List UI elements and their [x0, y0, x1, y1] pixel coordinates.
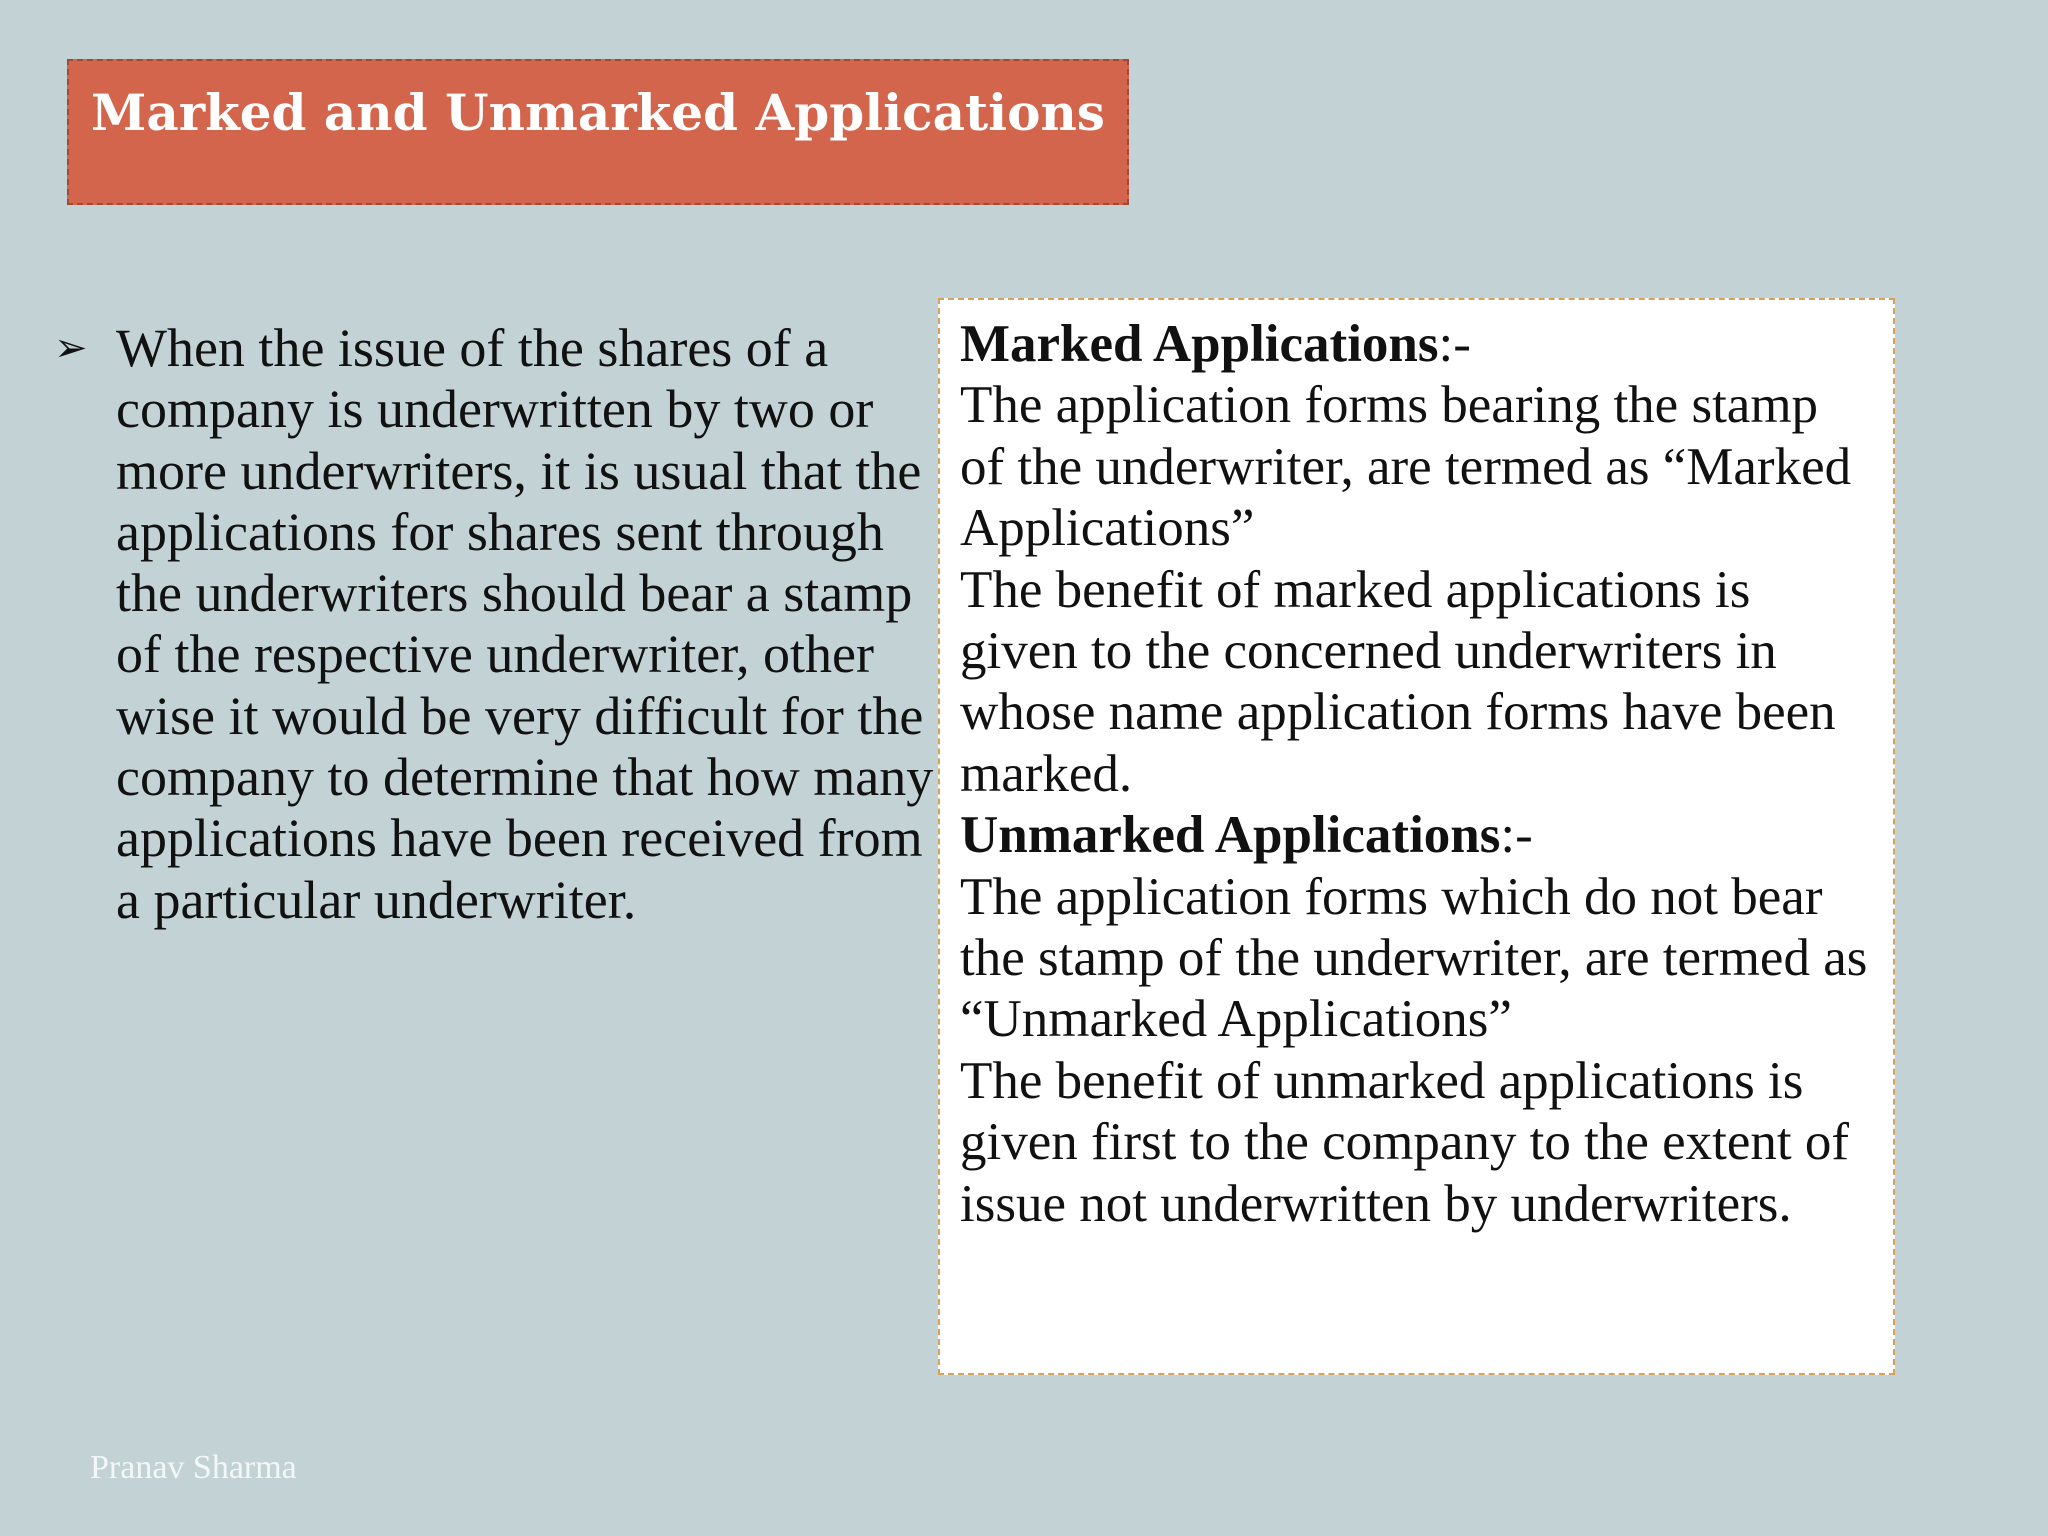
slide-title: Marked and Unmarked Applications [91, 83, 1105, 142]
marked-benefit: The benefit of marked applications is given to the concerned underwriters in whose name application forms have been marked. [960, 560, 1836, 803]
title-banner [67, 59, 1129, 205]
unmarked-definition: The application forms which do not bear the stamp of the underwriter, are termed as “Unmarked Applications” [960, 867, 1868, 1049]
marked-heading-suffix: :- [1438, 315, 1471, 373]
unmarked-benefit: The benefit of unmarked applications is given first to the company to the extent of issue not underwritten by underwriters. [960, 1051, 1849, 1233]
unmarked-heading-label: Unmarked Applications [960, 806, 1501, 865]
marked-heading-label: Marked Applications [960, 315, 1439, 373]
unmarked-heading [960, 805, 1873, 866]
author-footer: Pranav Sharma [90, 1449, 297, 1486]
marked-heading [960, 314, 1873, 375]
definitions-box [938, 298, 1895, 1375]
arrowhead-bullet-icon: ➢ [54, 325, 88, 371]
bullet-item [54, 318, 934, 931]
marked-definition: The application forms bearing the stamp of the underwriter, are termed as “Marked Applications” [960, 376, 1852, 558]
unmarked-heading-suffix: :- [1500, 806, 1533, 865]
bullet-list [54, 318, 934, 931]
bullet-text: When the issue of the shares of a company is underwritten by two or more underwriters, it is usual that the applications for shares sent through the underwriters should bear a stamp of the respective underwriter, other wise it would be very difficult for the company to determine that how many applications have been received from a particular underwriter. [116, 318, 934, 930]
